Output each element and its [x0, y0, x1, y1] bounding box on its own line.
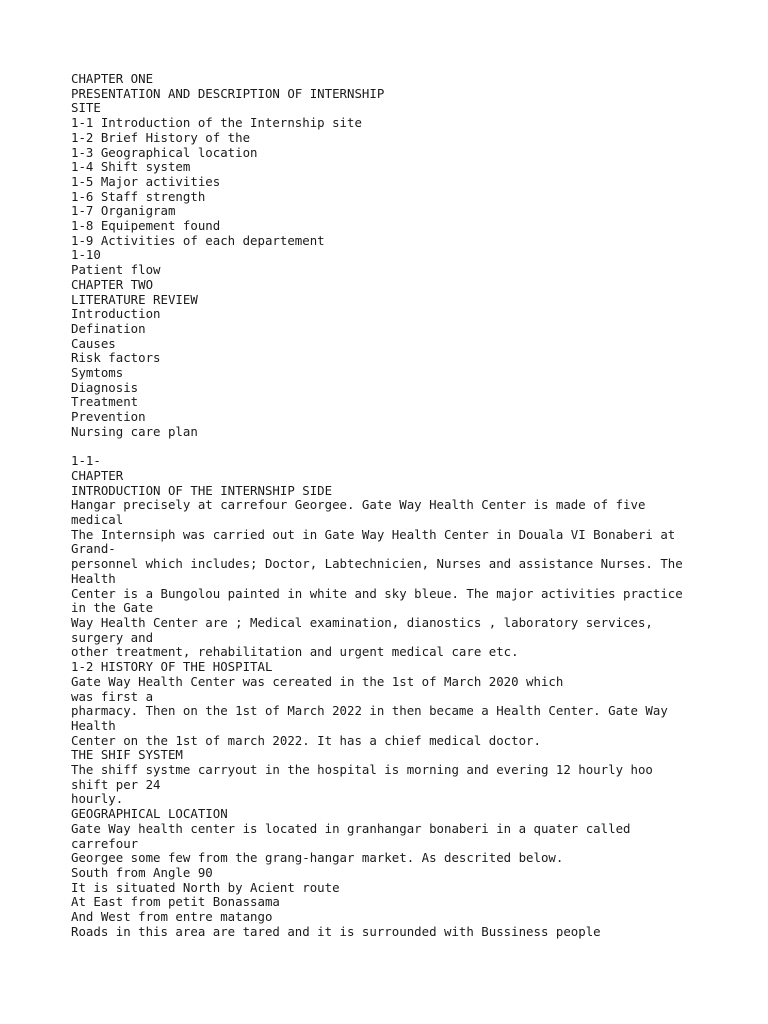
text-line: 1-7 Organigram — [71, 203, 176, 219]
text-line: carrefour — [71, 835, 139, 851]
text-line: And West from entre matango — [71, 909, 273, 925]
text-line: Center on the 1st of march 2022. It has a chief medical doctor. — [71, 732, 541, 748]
text-line: Roads in this area are tared and it is surrounded with Bussiness people — [71, 923, 601, 939]
text-line: 1-1- — [71, 453, 101, 469]
blank-line — [71, 440, 731, 455]
text-line: surgery and — [71, 629, 154, 645]
text-line: 1-10 — [71, 247, 101, 263]
text-line: 1-9 Activities of each departement — [71, 232, 325, 248]
text-line: It is situated North by Acient route — [71, 879, 340, 895]
text-line: 1-5 Major activities — [71, 173, 221, 189]
text-line: Center is a Bungolou painted in white and sky bleue. The major activities practice — [71, 585, 683, 601]
text-line: LITERATURE REVIEW — [71, 291, 198, 307]
text-line: 1-1 Introduction of the Internship site — [71, 115, 362, 131]
text-line: Diagnosis — [71, 379, 139, 395]
text-line: CHAPTER ONE — [71, 71, 154, 86]
text-line: medical — [71, 512, 124, 528]
text-line: 1-2 HISTORY OF THE HOSPITAL — [71, 659, 273, 675]
text-line: 1-3 Geographical location — [71, 144, 258, 160]
text-line: Hangar precisely at carrefour Georgee. Gate Way Health Center is made of five — [71, 497, 646, 513]
text-line: personnel which includes; Doctor, Labtechnicien, Nurses and assistance Nurses. The — [71, 556, 683, 572]
text-line: other treatment, rehabilitation and urgent medical care etc. — [71, 644, 519, 660]
text-line: Health — [71, 717, 116, 733]
text-line: shift per 24 — [71, 776, 161, 792]
text-line: THE SHIF SYSTEM — [71, 747, 183, 763]
text-line: pharmacy. Then on the 1st of March 2022 in then became a Health Center. Gate Way — [71, 703, 668, 719]
text-line: Treatment — [71, 394, 139, 410]
text-line: 1-4 Shift system — [71, 159, 191, 175]
text-line: CHAPTER — [71, 467, 124, 483]
document-page — [71, 72, 731, 939]
text-line: Risk factors — [71, 350, 161, 366]
text-line: Gate Way Health Center was cereated in the 1st of March 2020 which — [71, 673, 564, 689]
text-line: Introduction — [71, 306, 161, 322]
text-line: Nursing care plan — [71, 423, 198, 439]
text-line: Causes — [71, 335, 116, 351]
text-line: SITE — [71, 100, 101, 116]
text-line: Patient flow — [71, 262, 161, 278]
text-line: Defination — [71, 320, 146, 336]
text-line: in the Gate — [71, 600, 154, 616]
text-line: GEOGRAPHICAL LOCATION — [71, 806, 228, 822]
text-line: CHAPTER TWO — [71, 276, 154, 292]
text-line: At East from petit Bonassama — [71, 894, 280, 910]
text-line: 1-2 Brief History of the — [71, 129, 251, 145]
text-line: The Internsiph was carried out in Gate Way Health Center in Douala VI Bonaberi at — [71, 526, 676, 542]
text-line: The shiff systme carryout in the hospital is morning and evering 12 hourly hoo — [71, 762, 653, 778]
text-line: Way Health Center are ; Medical examination, dianostics , laboratory services, — [71, 615, 653, 630]
text-line: South from Angle 90 — [71, 864, 213, 880]
text-line: was first a — [71, 688, 154, 704]
text-line: Health — [71, 570, 116, 586]
text-line: 1-8 Equipement found — [71, 218, 221, 234]
text-line: 1-6 Staff strength — [71, 188, 206, 204]
text-line: hourly. — [71, 791, 124, 807]
text-line: Grand- — [71, 541, 116, 557]
text-line: PRESENTATION AND DESCRIPTION OF INTERNSHIP — [71, 85, 385, 101]
text-line: Prevention — [71, 409, 146, 425]
text-line: Georgee some few from the grang-hangar market. As descrited below. — [71, 850, 564, 866]
text-line: INTRODUCTION OF THE INTERNSHIP SIDE — [71, 482, 333, 498]
text-line: Gate Way health center is located in granhangar bonaberi in a quater called — [71, 820, 631, 836]
text-line: Symtoms — [71, 365, 124, 381]
